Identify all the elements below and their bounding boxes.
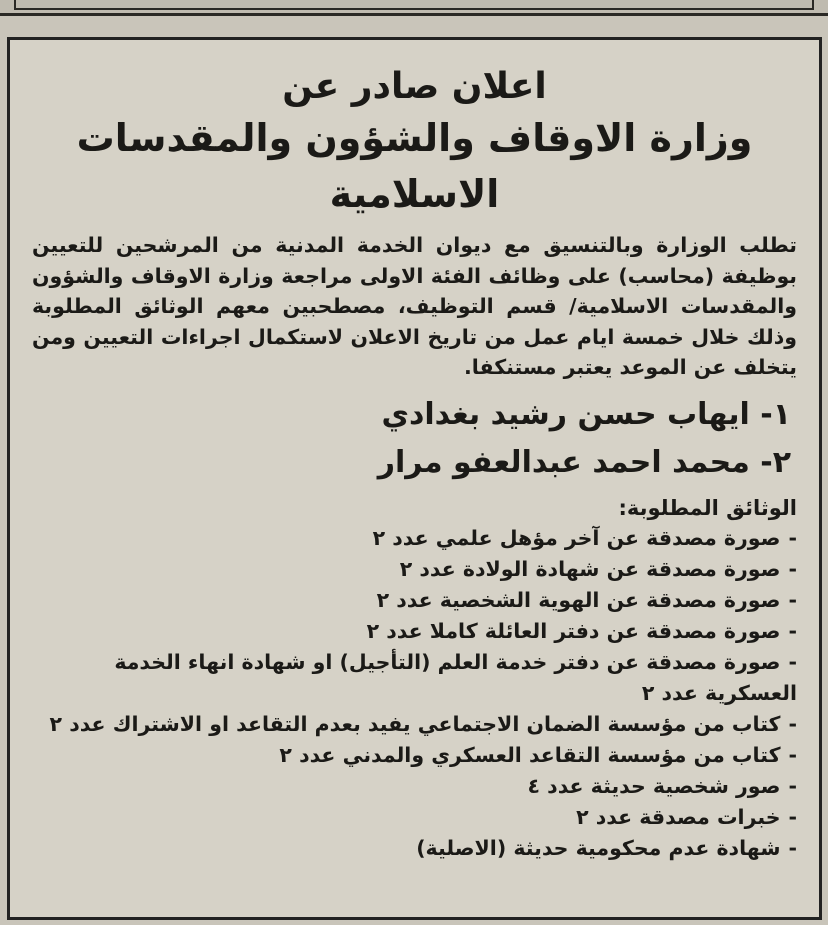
bullet-dash: - xyxy=(788,773,797,798)
announcement-box xyxy=(7,37,822,920)
bullet-dash: - xyxy=(788,835,797,860)
bullet-dash: - xyxy=(788,618,797,643)
bullet-dash: - xyxy=(788,804,797,829)
bullet-dash: - xyxy=(788,649,797,674)
previous-ad-box xyxy=(14,0,814,10)
document-text: صورة مصدقة عن شهادة الولادة عدد ٢ xyxy=(399,556,781,581)
document-item xyxy=(32,833,797,864)
document-item xyxy=(32,585,797,616)
documents-list xyxy=(32,523,797,864)
document-item xyxy=(32,709,797,740)
ministry-name: وزارة الاوقاف والشؤون والمقدسات الاسلامية xyxy=(76,116,753,216)
document-item xyxy=(32,616,797,647)
document-item xyxy=(32,554,797,585)
bullet-dash: - xyxy=(788,711,797,736)
bullet-dash: - xyxy=(788,556,797,581)
document-text: شهادة عدم محكومية حديثة (الاصلية) xyxy=(416,835,781,860)
document-text: صورة مصدقة عن دفتر خدمة العلم (التأجيل) او شهادة انهاء الخدمة العسكرية عدد ٢ xyxy=(114,649,797,705)
document-text: صورة مصدقة عن الهوية الشخصية عدد ٢ xyxy=(376,587,781,612)
candidate-2: ٢- محمد احمد عبدالعفو مرار xyxy=(377,444,791,480)
bullet-dash: - xyxy=(788,742,797,767)
documents-title: الوثائق المطلوبة: xyxy=(618,495,797,520)
document-text: كتاب من مؤسسة التقاعد العسكري والمدني عدد ٢ xyxy=(279,742,781,767)
bullet-dash: - xyxy=(788,587,797,612)
previous-ad-border xyxy=(0,0,828,16)
candidate-1: ١- ايهاب حسن رشيد بغدادي xyxy=(381,396,791,432)
document-text: كتاب من مؤسسة الضمان الاجتماعي يفيد بعدم التقاعد او الاشتراك عدد ٢ xyxy=(49,711,781,736)
bullet-dash: - xyxy=(788,525,797,550)
document-item xyxy=(32,740,797,771)
announcement-body: تطلب الوزارة وبالتنسيق مع ديوان الخدمة المدنية من المرشحين للتعيين بوظيفة (محاسب) على وظائف الفئة الاولى مراجعة وزارة الاوقاف والشؤون والمقدسات الاسلامية/ قسم التوظيف، مصطحبين معهم الوثائق المطلوبة وذلك خلال خمسة ايام عمل من تاريخ الاعلان لاستكمال اجراءات التعيين ومن يتخلف عن الموعد يعتبر مستنكفا. xyxy=(32,233,797,379)
document-item xyxy=(32,523,797,554)
document-item xyxy=(32,647,797,709)
document-item xyxy=(32,802,797,833)
document-item xyxy=(32,771,797,802)
candidate-list xyxy=(32,391,797,487)
announcement-heading: اعلان صادر عن xyxy=(282,66,547,107)
document-text: صور شخصية حديثة عدد ٤ xyxy=(527,773,781,798)
document-text: صورة مصدقة عن آخر مؤهل علمي عدد ٢ xyxy=(372,525,781,550)
document-text: خبرات مصدقة عدد ٢ xyxy=(576,804,781,829)
document-text: صورة مصدقة عن دفتر العائلة كاملا عدد ٢ xyxy=(366,618,781,643)
